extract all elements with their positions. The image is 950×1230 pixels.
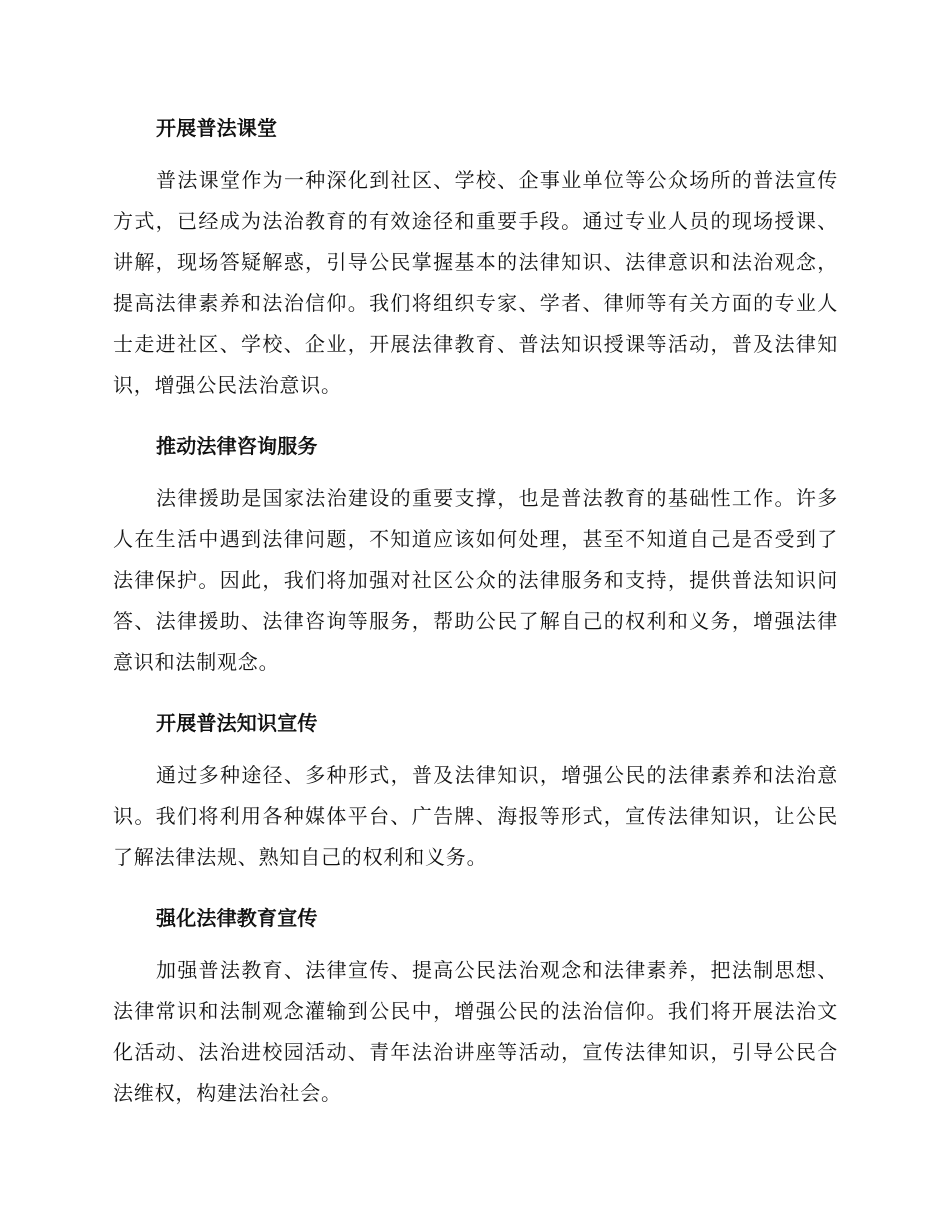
section-paragraph: 加强普法教育、法律宣传、提高公民法治观念和法律素养，把法制思想、法律常识和法制观念灌输到公民中，增强公民的法治信仰。我们将开展法治文化活动、法治进校园活动、青年法治讲座等活动，宣传法律知识，引导公民合法维权，构建法治社会。 [113,958,838,1105]
section-legal-class [113,108,838,406]
document-content [113,108,838,1114]
section-legal-consulting [113,426,838,683]
section-heading: 开展普法课堂 [156,116,278,140]
section-legal-education [113,898,838,1114]
section-paragraph: 通过多种途径、多种形式，普及法律知识，增强公民的法律素养和法治意识。我们将利用各种媒体平台、广告牌、海报等形式，宣传法律知识，让公民了解法律法规、熟知自己的权利和义务。 [113,763,838,869]
section-heading: 强化法律教育宣传 [156,906,318,930]
section-heading: 开展普法知识宣传 [156,711,318,735]
section-paragraph: 法律援助是国家法治建设的重要支撑，也是普法教育的基础性工作。许多人在生活中遇到法律问题，不知道应该如何处理，甚至不知道自己是否受到了法律保护。因此，我们将加强对社区公众的法律服务和支持，提供普法知识问答、法律援助、法律咨询等服务，帮助公民了解自己的权利和义务，增强法律意识和法制观念。 [113,486,838,674]
section-paragraph: 普法课堂作为一种深化到社区、学校、企事业单位等公众场所的普法宣传方式，已经成为法治教育的有效途径和重要手段。通过专业人员的现场授课、讲解，现场答疑解惑，引导公民掌握基本的法律知识、法律意识和法治观念，提高法律素养和法治信仰。我们将组织专家、学者、律师等有关方面的专业人士走进社区、学校、企业，开展法律教育、普法知识授课等活动，普及法律知识，增强公民法治意识。 [113,168,838,397]
section-heading: 推动法律咨询服务 [156,434,318,458]
section-legal-publicity [113,703,838,878]
